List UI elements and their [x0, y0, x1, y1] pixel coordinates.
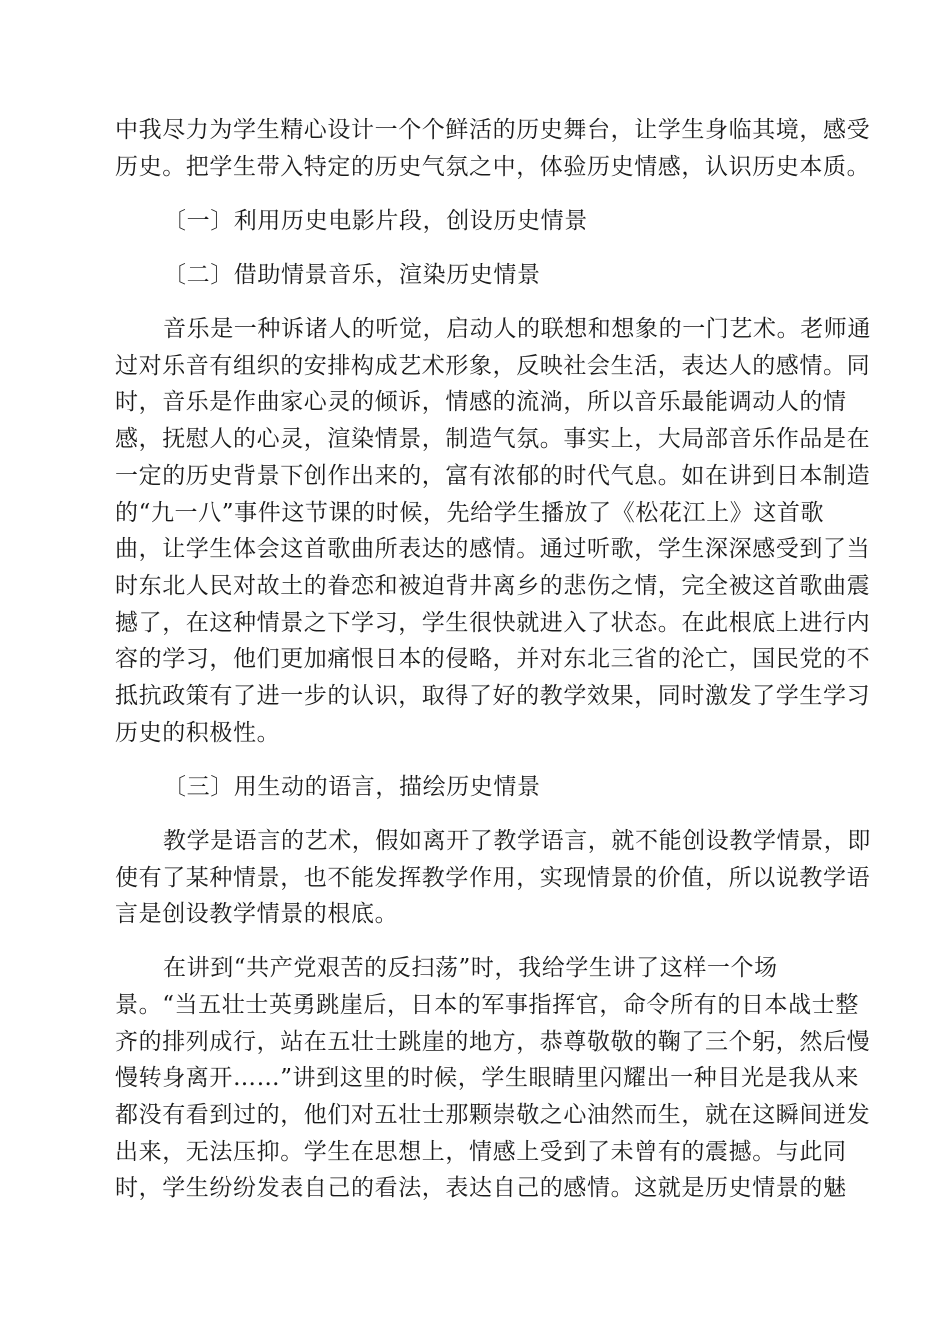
text-line: 中我尽力为学生精心设计一个个鲜活的历史舞台，让学生身临其境，感受 [115, 117, 871, 143]
text-line: 音乐是一种诉诸人的听觉，启动人的联想和想象的一门艺术。老师通 [163, 316, 871, 342]
text-line: 撼了，在这种情景之下学习，学生很快就进入了状态。在此根底上进行内 [115, 610, 871, 636]
section-heading-1: 〔一〕利用历史电影片段，创设历史情景 [163, 208, 588, 234]
text-line: 容的学习，他们更加痛恨日本的侵略，并对东北三省的沦亡，国民党的不 [115, 646, 871, 672]
text-line: 一定的历史背景下创作出来的，富有浓郁的时代气息。如在讲到日本制造 [115, 463, 871, 489]
text-line: 使有了某种情景，也不能发挥教学作用，实现情景的价值，所以说教学语 [115, 865, 871, 891]
text-line: 历史。把学生带入特定的历史气氛之中，体验历史情感，认识历史本质。 [115, 154, 871, 180]
text-line: 过对乐音有组织的安排构成艺术形象，反映社会生活，表达人的感情。同 [115, 353, 871, 379]
text-line: 慢转身离开……”讲到这里的时候，学生眼睛里闪耀出一种目光是我从来 [115, 1065, 859, 1091]
text-line: 时，学生纷纷发表自己的看法，表达自己的感情。这就是历史情景的魅 [115, 1175, 847, 1201]
text-line: 出来，无法压抑。学生在思想上，情感上受到了未曾有的震撼。与此同 [115, 1139, 847, 1165]
text-line: 抵抗政策有了进一步的认识，取得了好的教学效果，同时激发了学生学习 [115, 683, 871, 709]
text-line: 的“九一八”事件这节课的时候，先给学生播放了《松花江上》这首歌 [115, 500, 825, 526]
text-line: 时，音乐是作曲家心灵的倾诉，情感的流淌，所以音乐最能调动人的情 [115, 389, 847, 415]
text-line: 历史的积极性。 [115, 720, 281, 746]
text-line: 都没有看到过的，他们对五壮士那颗崇敬之心油然而生，就在这瞬间迸发 [115, 1102, 871, 1128]
text-line: 感，抚慰人的心灵，渲染情景，制造气氛。事实上，大局部音乐作品是在 [115, 426, 871, 452]
text-line: 齐的排列成行，站在五壮士跳崖的地方，恭尊敬敬的鞠了三个躬，然后慢 [115, 1029, 871, 1055]
section-heading-2: 〔二〕借助情景音乐，渲染历史情景 [163, 262, 541, 288]
text-line: 景。“当五壮士英勇跳崖后，日本的军事指挥官，命令所有的日本战士整 [115, 992, 859, 1018]
text-line: 在讲到“共产党艰苦的反扫荡”时，我给学生讲了这样一个场 [163, 955, 778, 981]
text-line: 时东北人民对故土的眷恋和被迫背井离乡的悲伤之情，完全被这首歌曲震 [115, 573, 871, 599]
section-heading-3: 〔三〕用生动的语言，描绘历史情景 [163, 774, 541, 800]
text-line: 言是创设教学情景的根底。 [115, 901, 399, 927]
text-line: 曲，让学生体会这首歌曲所表达的感情。通过听歌，学生深深感受到了当 [115, 536, 871, 562]
text-line: 教学是语言的艺术，假如离开了教学语言，就不能创设教学情景，即 [163, 828, 871, 854]
